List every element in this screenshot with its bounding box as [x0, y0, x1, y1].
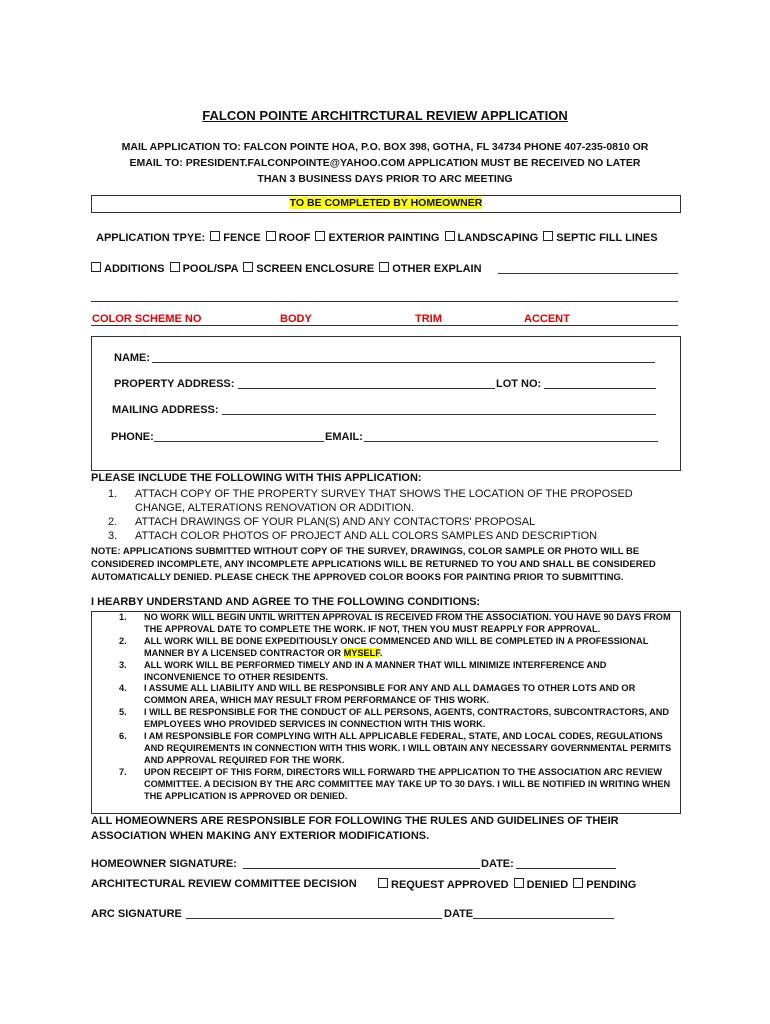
list-item: 3. ALL WORK WILL BE PERFORMED TIMELY AND IN A MANNER THAT WILL MINIMIZE INTERFERENCE AND INCONVENIENCE TO OTHER RESIDENTS. [119, 659, 607, 682]
other-explain-label: OTHER EXPLAIN [392, 263, 482, 275]
form-title: FALCON POINTE ARCHITRCTURAL REVIEW APPLICATION [202, 108, 568, 123]
arc-signature-label: ARC SIGNATURE [91, 908, 182, 920]
homeowner-signature-field[interactable] [243, 868, 480, 869]
application-type-row-2 [89, 262, 482, 275]
all-homeowners-text: ALL HOMEOWNERS ARE RESPONSIBLE FOR FOLLOWING THE RULES AND GUIDELINES OF THEIR ASSOCIATION WHEN MAKING ANY EXTERIOR MODIFICATIONS. [91, 815, 619, 842]
color-scheme-label: COLOR SCHEME NO [92, 313, 202, 325]
screen-enclosure-checkbox[interactable] [243, 262, 253, 272]
homeowner-banner: TO BE COMPLETED BY HOMEOWNER [91, 195, 681, 213]
additions-label: ADDITIONS [104, 263, 165, 275]
roof-label: ROOF [278, 232, 311, 244]
body-label: BODY [280, 313, 312, 325]
include-heading: PLEASE INCLUDE THE FOLLOWING WITH THIS APPLICATION: [91, 472, 422, 484]
exterior-painting-label: EXTERIOR PAINTING [328, 232, 440, 244]
pending-label: PENDING [586, 879, 637, 891]
mailing-address-label: MAILING ADDRESS: [112, 404, 219, 416]
other-explain-checkbox[interactable] [379, 262, 389, 272]
mailing-address-field[interactable] [222, 414, 656, 415]
lot-no-field[interactable] [544, 388, 656, 389]
conditions-list [119, 612, 674, 803]
septic-fill-lines-checkbox[interactable] [543, 231, 553, 241]
pending-checkbox[interactable] [573, 878, 583, 888]
application-type-row [96, 231, 658, 244]
arc-date-field[interactable] [473, 918, 614, 919]
color-scheme-line[interactable] [91, 325, 678, 326]
additions-checkbox[interactable] [91, 262, 101, 272]
other-explain-field[interactable] [498, 273, 678, 274]
landscaping-checkbox[interactable] [445, 231, 455, 241]
include-list [108, 487, 668, 543]
committee-decision-row [91, 878, 357, 890]
note-text: NOTE: APPLICATIONS SUBMITTED WITHOUT COPY OF THE SURVEY, DRAWINGS, COLOR SAMPLE OR PHOTO WILL BE CONSIDERED INCOMPLETE, ANY INCOMPLETE APPLICATIONS WILL BE RETURNED TO YOU AND SHALL BE CONSIDERED AUTOMATICALLY DENIED. PLEASE CHECK THE APPROVED COLOR BOOKS FOR PAINTING PRIOR TO SUBMITTING. [91, 546, 656, 583]
email-field[interactable] [364, 441, 658, 442]
arc-signature-field[interactable] [186, 918, 442, 919]
list-item: 1. NO WORK WILL BEGIN UNTIL WRITTEN APPROVAL IS RECEIVED FROM THE ASSOCIATION. YOU HAVE 90 DAYS FROM THE APPROVAL DATE TO COMPLETE THE WORK. IF NOT, THEN YOU MUST REAPPLY FOR APPROVAL. [119, 612, 671, 634]
list-item: 7. UPON RECEIPT OF THIS FORM, DIRECTORS WILL FORWARD THE APPLICATION TO THE ASSOCIATION ARC REVIEW COMMITTEE. A DECISION BY THE ARC COMMITTEE MAY TAKE UP TO 30 DAYS. I WILL BE NOTIFIED IN WRITING WHEN THE APPLICATION IS APPROVED OR DENIED. [119, 766, 671, 801]
property-address-label: PROPERTY ADDRESS: [114, 378, 235, 390]
list-item: 3. ATTACH COLOR PHOTOS OF PROJECT AND ALL COLORS SAMPLES AND DESCRIPTION [108, 530, 598, 542]
agree-heading: I HEARBY UNDERSTAND AND AGREE TO THE FOLLOWING CONDITIONS: [91, 596, 481, 608]
committee-decision-label: ARCHITECTURAL REVIEW COMMITTEE DECISION [91, 878, 357, 890]
list-item: 4. I ASSUME ALL LIABILITY AND WILL BE RESPONSIBLE FOR ANY AND ALL DAMAGES TO OTHER LOTS AND OR COMMON AREA, WHICH MAY RESULT FROM PERFORMANCE OF THIS WORK. [119, 683, 636, 706]
fence-checkbox[interactable] [210, 231, 220, 241]
pool-spa-checkbox[interactable] [170, 262, 180, 272]
decision-options [376, 878, 636, 891]
highlighted-word: MYSELF [343, 647, 380, 658]
denied-checkbox[interactable] [514, 878, 524, 888]
pool-spa-label: POOL/SPA [182, 263, 239, 275]
application-type-label: APPLICATION TPYE: [96, 232, 206, 244]
email-label: EMAIL: [325, 431, 363, 443]
list-item: 5. I WILL BE RESPONSIBLE FOR THE CONDUCT OF ALL PERSONS, AGENTS, CONTRACTORS, SUBCONTRACTORS, AND EMPLOYEES WHO PROVIDED SERVICES IN CONNECTION WITH THIS WORK. [119, 707, 670, 730]
screen-enclosure-label: SCREEN ENCLOSURE [256, 263, 375, 275]
trim-label: TRIM [415, 313, 442, 325]
lot-no-label: LOT NO: [496, 378, 542, 390]
list-item: 1. ATTACH COPY OF THE PROPERTY SURVEY THAT SHOWS THE LOCATION OF THE PROPOSED CHANGE, ALTERATIONS RENOVATION OR ADDITION. [108, 488, 633, 514]
roof-checkbox[interactable] [266, 231, 276, 241]
name-label: NAME: [114, 352, 151, 364]
arc-date-label: DATE [444, 908, 474, 920]
other-explain-field-2[interactable] [91, 301, 678, 302]
fence-label: FENCE [223, 232, 261, 244]
phone-label: PHONE: [111, 431, 154, 443]
property-address-field[interactable] [238, 388, 495, 389]
exterior-painting-checkbox[interactable] [315, 231, 325, 241]
phone-field[interactable] [154, 441, 324, 442]
landscaping-label: LANDSCAPING [457, 232, 539, 244]
septic-fill-lines-label: SEPTIC FILL LINES [556, 232, 658, 244]
homeowner-signature-label: HOMEOWNER SIGNATURE: [91, 858, 237, 870]
homeowner-date-field[interactable] [516, 868, 616, 869]
list-item: 6. I AM RESPONSIBLE FOR COMPLYING WITH ALL APPLICABLE FEDERAL, STATE, AND LOCAL CODES, REGULATIONS AND REQUIREMENTS IN CONNECTION WITH THIS WORK. I WILL OBTAIN ANY NECESSARY GOVERNMENTAL PERMITS AND APPROVAL REQUIRED FOR THE WORK. [119, 731, 672, 765]
homeowner-date-label: DATE: [481, 858, 514, 870]
request-approved-checkbox[interactable] [378, 878, 388, 888]
accent-label: ACCENT [524, 313, 570, 325]
list-item: 2. ATTACH DRAWINGS OF YOUR PLAN(S) AND ANY CONTACTORS' PROPOSAL [108, 516, 536, 528]
denied-label: DENIED [526, 879, 569, 891]
mail-instructions: MAIL APPLICATION TO: FALCON POINTE HOA, P.O. BOX 398, GOTHA, FL 34734 PHONE 407-235-0810 OR EMAIL TO: PRESIDENT.FALCONPOINTE@YAHOO.COM APPLICATION MUST BE RECEIVED NO LATER THAN 3 BUSINESS DAYS PRIOR TO ARC MEETING [121, 141, 649, 185]
name-field[interactable] [152, 362, 655, 363]
request-approved-label: REQUEST APPROVED [391, 879, 509, 891]
list-item: 2. ALL WORK WILL BE DONE EXPEDITIOUSLY ONCE COMMENCED AND WILL BE COMPLETED IN A PROFESSIONAL MANNER BY A LICENSED CONTRACTOR OR MYSELF. [119, 635, 649, 658]
